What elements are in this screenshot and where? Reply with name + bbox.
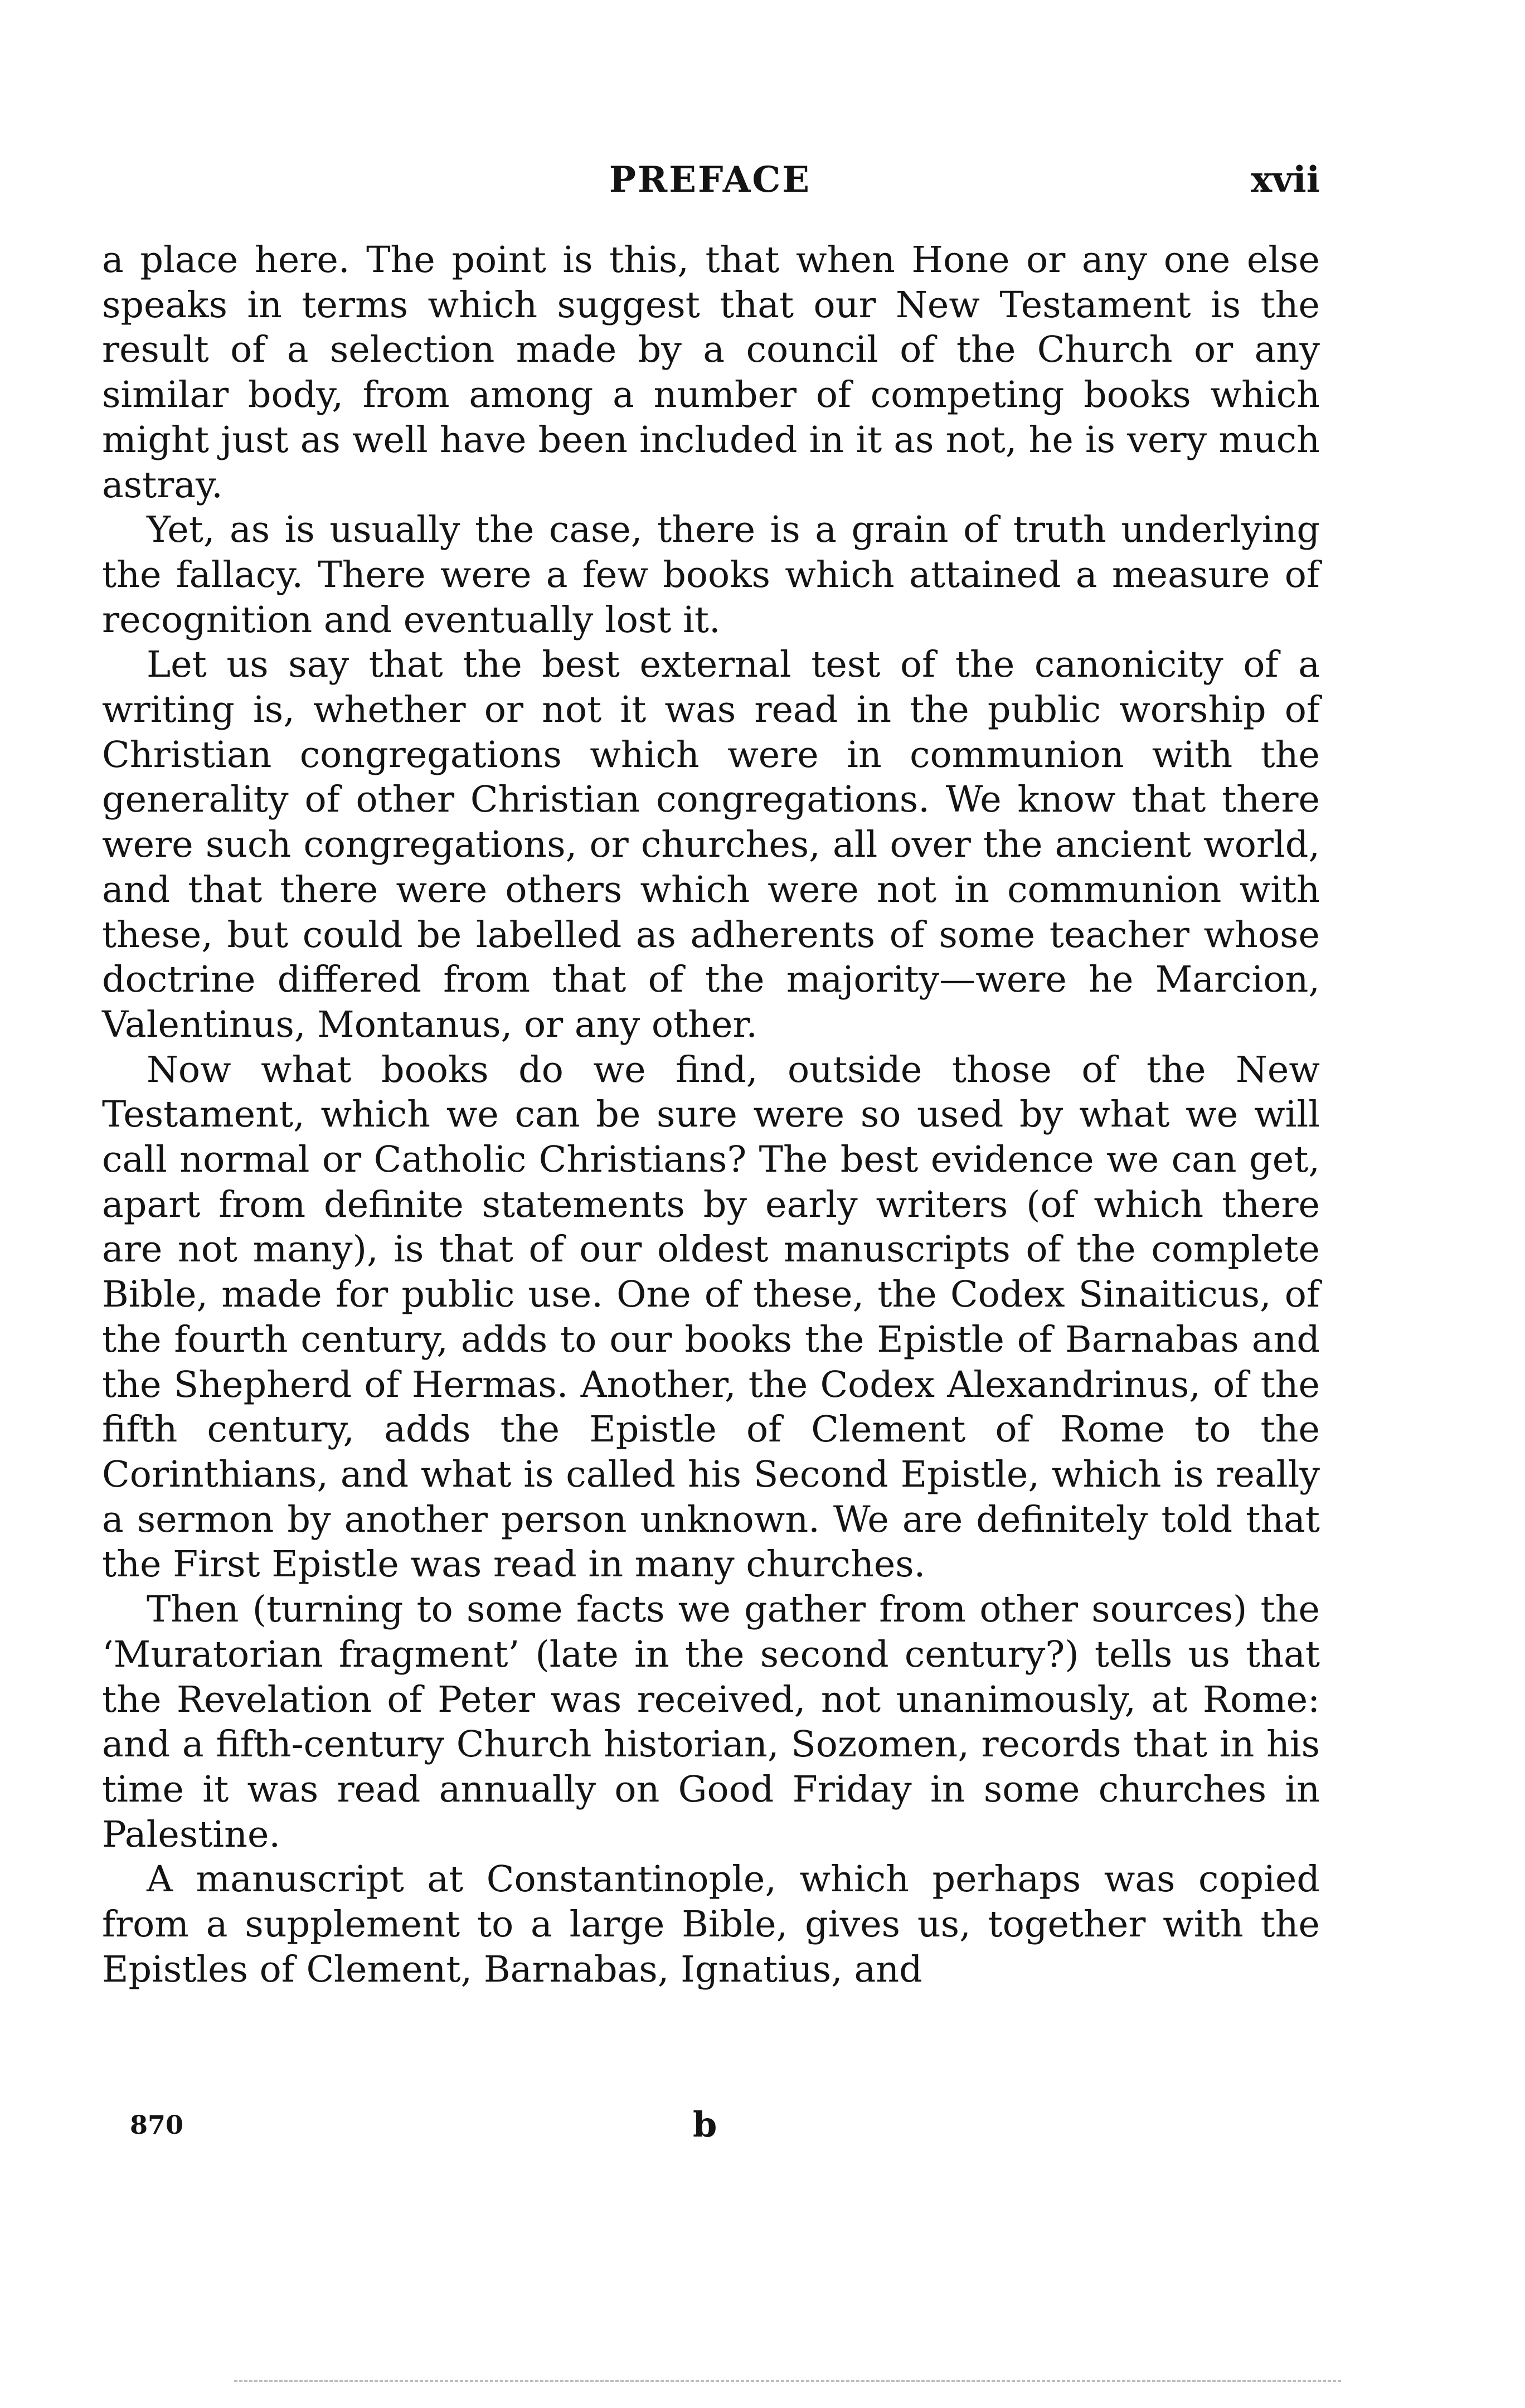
signature-mark: b (693, 2104, 717, 2145)
paragraph: A manuscript at Constantinople, which perhaps was copied from a supplement to a large Bible, gives us, together with the Epistles of Clement, Barnabas, Ignatius, and (102, 1858, 1320, 1991)
page-footer (102, 2104, 1320, 2149)
paragraph: Yet, as is usually the case, there is a grain of truth underlying the fallacy. There were a few books which attained a measure of recognition and eventually lost it. (102, 509, 1320, 641)
paragraph: Let us say that the best external test of the canonicity of a writing is, whether or not it was read in the public worship of Christian congregations which were in communion with the generality of other Christian congregations. We know that there were such congregations, or churches, all over the ancient world, and that there were others which were not in communion with these, but could be labelled as adherents of some teacher whose doctrine differed from that of the majority—were he Marcion, Valentinus, Montanus, or any other. (102, 644, 1320, 1046)
footer-code: 870 (130, 2110, 184, 2140)
paragraph: a place here. The point is this, that when Hone or any one else speaks in terms which suggest that our New Testament is the result of a selection made by a council of the Church or any similar body, from among a number of competing books which might just as well have been included in it as not, he is very much astray. (102, 239, 1320, 506)
page-edge-artifact (234, 2380, 1341, 2382)
page-title: PREFACE (609, 159, 812, 201)
page-number: xvii (1251, 159, 1320, 201)
body-text (102, 238, 1320, 1992)
running-header (100, 159, 1320, 209)
paragraph: Now what books do we find, outside those of the New Testament, which we can be sure were so used by what we will call normal or Catholic Christians? The best evidence we can get, apart from definite statements by early writers (of which there are not many), is that of our oldest manuscripts of the complete Bible, made for public use. One of these, the Codex Sinaiticus, of the fourth century, adds to our books the Epistle of Barnabas and the Shepherd of Hermas. Another, the Codex Alexandrinus, of the fifth century, adds the Epistle of Clement of Rome to the Corinthians, and what is called his Second Epistle, which is really a sermon by another person unknown. We are definitely told that the First Epistle was read in many churches. (102, 1048, 1320, 1586)
paragraph: Then (turning to some facts we gather from other sources) the ‘Muratorian fragment’ (late in the second century?) tells us that the Revelation of Peter was received, not unanimously, at Rome: and a fifth-century Church historian, Sozomen, records that in his time it was read annually on Good Friday in some churches in Palestine. (102, 1589, 1320, 1856)
